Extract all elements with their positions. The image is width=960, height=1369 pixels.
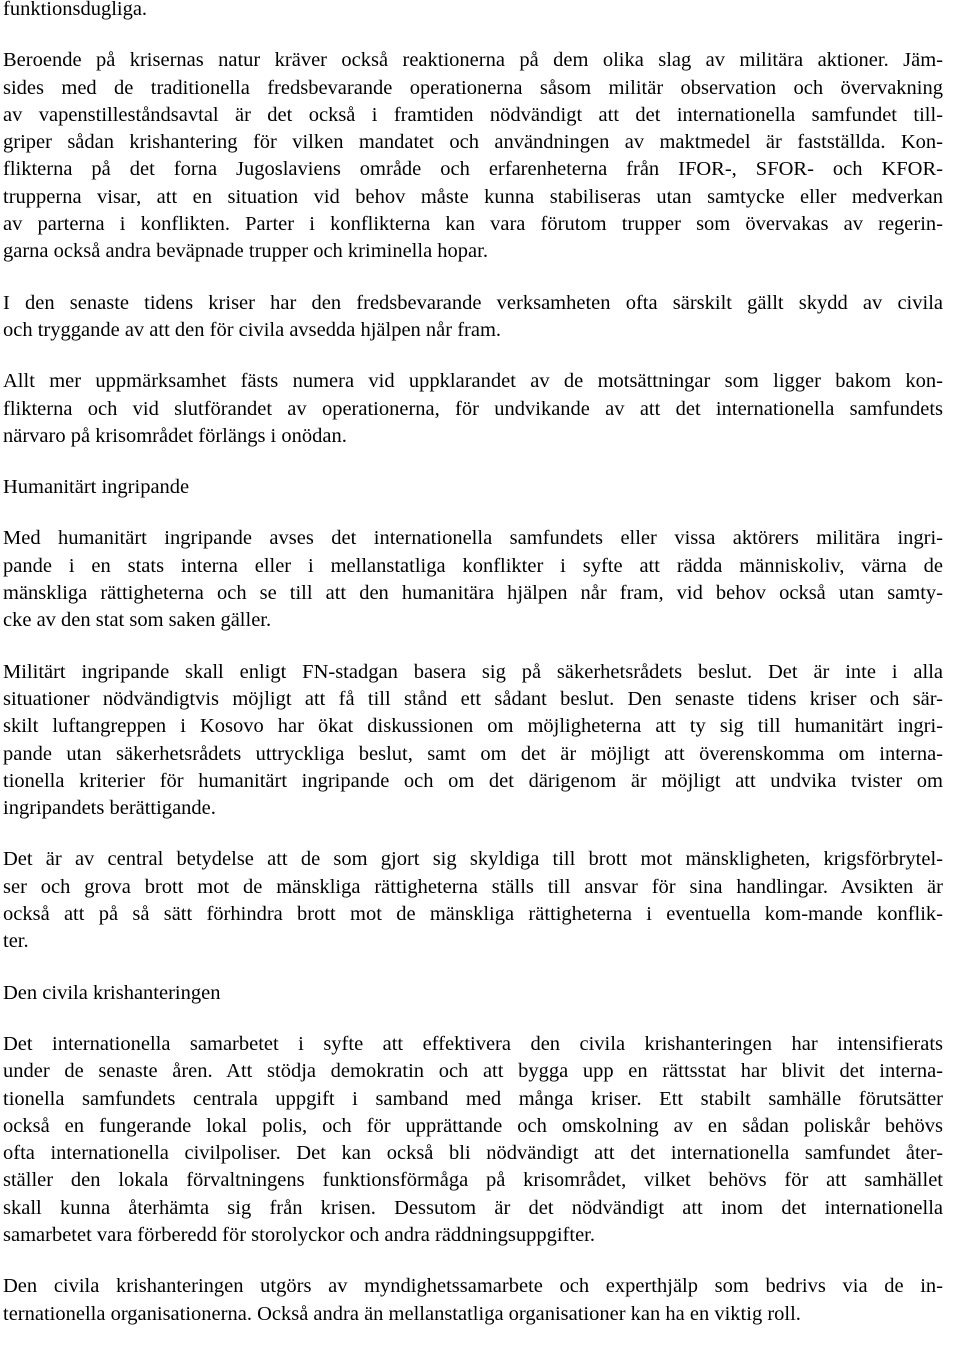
text-line: Med humanitärt ingripande avses det internationella samfundets eller vissa aktörers militära ingri- [3, 527, 943, 550]
text-line: garna också andra beväpnade trupper och kriminella hopar. [3, 240, 488, 263]
section-heading [3, 980, 943, 1007]
text-line: Det internationella samarbetet i syfte att effektivera den civila krishanteringen har intensifierats [3, 1032, 943, 1055]
text-line: och tryggande av att den för civila avsedda hjälpen når fram. [3, 318, 502, 341]
text-line: funktionsdugliga. [3, 0, 148, 20]
paragraph [3, 846, 943, 955]
text-line: skall kunna återhämta sig från krisen. Dessutom är det nödvändigt att inom det internationella [3, 1196, 943, 1219]
text-line: Den civila krishanteringen utgörs av myndighetssamarbete och experthjälp som bedrivs via de in- [3, 1275, 943, 1298]
text-line: ternationella organisationerna. Också andra än mellanstatliga organisationer kan ha en viktig roll. [3, 1302, 801, 1325]
text-line: under de senaste åren. Att stödja demokratin och att bygga upp en rättsstat har blivit det interna- [3, 1060, 943, 1083]
text-line: mänskliga rättigheterna och se till att den humanitära hjälpen når fram, vid behov också utan samty- [3, 582, 943, 605]
paragraph [3, 368, 943, 450]
text-line: också en fungerande lokal polis, och för upprättande och omskolning av en sådan poliskår behövs [3, 1114, 943, 1137]
text-line: griper sådan krishantering för vilken mandatet och användningen av maktmedel är fastställda. Kon- [3, 131, 943, 154]
text-line: skilt luftangreppen i Kosovo har ökat diskussionen om möjligheterna att ty sig till humanitärt ingri- [3, 715, 943, 738]
paragraph [3, 659, 943, 823]
heading-text: Humanitärt ingripande [3, 476, 190, 499]
text-line: också att på så sätt förhindra brott mot de mänskliga rättigheterna i eventuella kom-mande konflik- [3, 903, 943, 926]
text-line: ser och grova brott mot de mänskliga rättigheterna ställs till ansvar för sina handlingar. Avsikten är [3, 875, 943, 898]
section-heading [3, 474, 943, 501]
text-line: pande utan säkerhetsrådets uttryckliga beslut, samt om det är möjligt att överenskomma om interna- [3, 742, 943, 765]
text-line: Beroende på krisernas natur kräver också reaktionerna på dem olika slag av militära aktioner. Jäm- [3, 49, 943, 72]
text-line: situationer nödvändigtvis möjligt att få till stånd ett sådant beslut. Den senaste tidens kriser och sär- [3, 687, 943, 710]
text-line: trupperna visar, att en situation vid behov måste kunna stabiliseras utan samtycke eller medverkan [3, 185, 943, 208]
text-line: flikterna och vid slutförandet av operationerna, för undvikande av att det internationella samfundets [3, 397, 943, 420]
document-page [3, 0, 943, 1352]
text-line: ter. [3, 930, 29, 953]
paragraph [3, 525, 943, 634]
heading-text: Den civila krishanteringen [3, 981, 221, 1004]
text-line: Allt mer uppmärksamhet fästs numera vid uppklarandet av de motsättningar som ligger bakom kon- [3, 370, 943, 393]
text-line: av parterna i konflikten. Parter i konflikterna kan vara förutom trupper som övervakas av regerin- [3, 213, 943, 236]
text-line: ofta internationella civilpoliser. Det kan också bli nödvändigt att det internationella samfundet åter- [3, 1142, 943, 1165]
text-line: ställer den lokala förvaltningens funktionsförmåga på krisområdet, vilket behövs för att samhället [3, 1169, 943, 1192]
text-line: närvaro på krisområdet förlängs i onödan. [3, 424, 347, 447]
text-line: pande i en stats interna eller i mellanstatliga konflikter i syfte att rädda människoliv, värna de [3, 554, 943, 577]
paragraph [3, 47, 943, 265]
paragraph [3, 0, 943, 23]
paragraph [3, 1273, 943, 1328]
text-line: ingripandets berättigande. [3, 797, 216, 820]
text-line: I den senaste tidens kriser har den fredsbevarande verksamheten ofta särskilt gällt skydd av civila [3, 291, 943, 314]
text-line: tionella kriterier för humanitärt ingripande och om det därigenom är möjligt att undvika tvister om [3, 769, 943, 792]
text-line: samarbetet vara förberedd för storolyckor och andra räddningsuppgifter. [3, 1223, 595, 1246]
text-line: cke av den stat som saken gäller. [3, 609, 272, 632]
text-line: av vapenstilleståndsavtal är det också i framtiden nödvändigt att det internationella samfundet till- [3, 103, 943, 126]
paragraph [3, 1031, 943, 1249]
text-line: Det är av central betydelse att de som gjort sig skyldiga till brott mot mänskligheten, krigsförbrytel- [3, 848, 943, 871]
text-line: Militärt ingripande skall enligt FN-stadgan basera sig på säkerhetsrådets beslut. Det är inte i alla [3, 660, 943, 683]
text-line: sides med de traditionella fredsbevarande operationerna såsom militär observation och övervakning [3, 76, 943, 99]
text-line: flikterna på det forna Jugoslaviens område och erfarenheterna från IFOR-, SFOR- och KFOR- [3, 158, 943, 181]
paragraph [3, 290, 943, 345]
text-line: tionella samfundets centrala uppgift i samband med många kriser. Ett stabilt samhälle förutsätter [3, 1087, 943, 1110]
